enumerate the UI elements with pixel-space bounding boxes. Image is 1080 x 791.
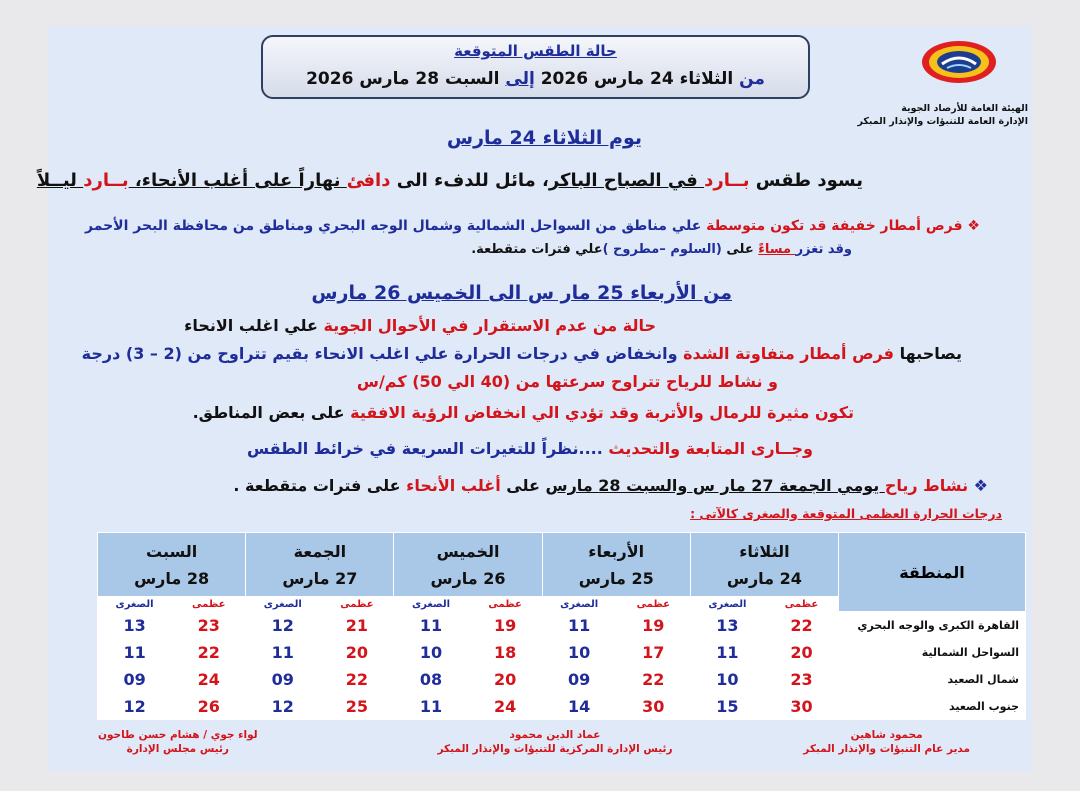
max-label: عظمى: [320, 597, 394, 612]
max-temp-cell: 22: [172, 639, 246, 666]
bulletin-title: حالة الطقس المتوقعة: [454, 42, 617, 60]
min-temp-cell: 13: [98, 612, 172, 639]
max-temp-cell: 18: [468, 639, 542, 666]
max-temp-cell: 17: [616, 639, 690, 666]
max-label: عظمى: [468, 597, 542, 612]
table-row: [98, 693, 1026, 720]
max-label: عظمى: [172, 597, 246, 612]
max-temp-cell: 24: [468, 693, 542, 720]
min-label: الصغرى: [394, 597, 468, 612]
signature: محمود شاهين مدير عام التنبؤات والإنذار المبكر: [803, 729, 970, 755]
temperature-rows: [98, 612, 1026, 720]
day-header: الخميس 26 مارس: [394, 533, 542, 597]
region-cell: القاهرة الكبرى والوجه البحري: [839, 612, 1026, 639]
min-temp-cell: 12: [246, 612, 320, 639]
wind-note: ❖ نشاط رياح يومي الجمعة 27 مار س والسبت 28 مارس على أغلب الأنحاء على فترات متقطعة .: [233, 476, 988, 495]
day-header: السبت 28 مارس: [98, 533, 246, 597]
day1-summary: يسود طقس بــارد في الصباح الباكر، مائل للدفء الى دافئ نهاراً على أغلب الأنحاء، بــارد ليــلاً: [36, 170, 863, 191]
max-label: عظمى: [616, 597, 690, 612]
min-temp-cell: 11: [394, 612, 468, 639]
region-cell: شمال الصعيد: [839, 666, 1026, 693]
day-header: الثلاثاء 24 مارس: [690, 533, 838, 597]
region-cell: السواحل الشمالية: [839, 639, 1026, 666]
max-temp-cell: 26: [172, 693, 246, 720]
max-temp-cell: 30: [616, 693, 690, 720]
max-temp-cell: 23: [172, 612, 246, 639]
day-header: الأربعاء 25 مارس: [542, 533, 690, 597]
day1-heading: يوم الثلاثاء 24 مارس: [446, 127, 642, 149]
min-temp-cell: 10: [542, 639, 616, 666]
min-temp-cell: 15: [690, 693, 764, 720]
follow-up-note: وجــارى المتابعة والتحديث ....نظراً للتغيرات السريعة في خرائط الطقس: [247, 439, 813, 458]
min-temp-cell: 12: [98, 693, 172, 720]
max-temp-cell: 20: [320, 639, 394, 666]
max-temp-cell: 19: [616, 612, 690, 639]
region-cell: جنوب الصعيد: [839, 693, 1026, 720]
max-temp-cell: 20: [764, 639, 838, 666]
day1-rain-line1: ❖ فرص أمطار خفيفة قد تكون متوسطة علي مناطق من السواحل الشمالية وشمال الوجه البحري ومناطق من محافظة البحر الأحمر: [85, 218, 980, 234]
min-temp-cell: 11: [542, 612, 616, 639]
min-temp-cell: 08: [394, 666, 468, 693]
days2-line2: يصاحبها فرص أمطار متفاوتة الشدة وانخفاض في درجات الحرارة علي اغلب الانحاء بقيم تتراوح من (2 – 3) درجة: [81, 344, 962, 363]
min-temp-cell: 09: [246, 666, 320, 693]
max-temp-cell: 21: [320, 612, 394, 639]
table-row: [98, 666, 1026, 693]
max-temp-cell: 22: [320, 666, 394, 693]
max-temp-cell: 23: [764, 666, 838, 693]
min-temp-cell: 09: [98, 666, 172, 693]
min-temp-cell: 11: [690, 639, 764, 666]
bulletin-period: من الثلاثاء 24 مارس 2026 إلى السبت 28 مارس 2026: [306, 69, 765, 89]
max-temp-cell: 20: [468, 666, 542, 693]
min-temp-cell: 09: [542, 666, 616, 693]
org-name: الهيئة العامة للأرصاد الجوية الإدارة العامة للتنبؤات والإنذار المبكر: [857, 103, 1028, 127]
min-temp-cell: 11: [98, 639, 172, 666]
max-temp-cell: 22: [616, 666, 690, 693]
day-header: الجمعة 27 مارس: [246, 533, 394, 597]
ema-logo: [920, 40, 998, 84]
min-temp-cell: 11: [246, 639, 320, 666]
days2-line4: تكون مثيرة للرمال والأتربة وقد تؤدي الي انخفاض الرؤية الافقية على بعض المناطق.: [192, 403, 854, 422]
min-temp-cell: 14: [542, 693, 616, 720]
min-temp-cell: 12: [246, 693, 320, 720]
min-temp-cell: 13: [690, 612, 764, 639]
min-temp-cell: 10: [394, 639, 468, 666]
table-caption: درجات الحرارة العظمى المتوقعة والصغرى كالآتى :: [690, 506, 1002, 521]
min-label: الصغرى: [542, 597, 616, 612]
max-temp-cell: 25: [320, 693, 394, 720]
table-row: [98, 612, 1026, 639]
temperature-table: [97, 532, 1026, 720]
max-temp-cell: 19: [468, 612, 542, 639]
min-temp-cell: 11: [394, 693, 468, 720]
days2-heading: من الأربعاء 25 مار س الى الخميس 26 مارس: [311, 282, 732, 304]
min-label: الصغرى: [246, 597, 320, 612]
max-temp-cell: 22: [764, 612, 838, 639]
region-header: المنطقة: [839, 533, 1026, 612]
max-temp-cell: 24: [172, 666, 246, 693]
max-temp-cell: 30: [764, 693, 838, 720]
signature: عماد الدين محمود رئيس الإدارة المركزية للتنبؤات والإنذار المبكر: [437, 729, 673, 755]
max-label: عظمى: [764, 597, 838, 612]
min-label: الصغرى: [98, 597, 172, 612]
table-row: [98, 639, 1026, 666]
bullet-icon: ❖: [968, 476, 988, 495]
signature: لواء جوي / هشام حسن طاحون رئيس مجلس الإدارة: [98, 729, 258, 755]
bullet-icon: ❖: [962, 218, 980, 234]
min-temp-cell: 10: [690, 666, 764, 693]
min-label: الصغرى: [690, 597, 764, 612]
title-box: [261, 35, 810, 99]
day1-rain-line2: وقد تغزر مساءً على (السلوم –مطروح )علي فترات متقطعة.: [471, 242, 852, 257]
days2-line3: و نشاط للرياح تتراوح سرعتها من (40 الي 50) كم/س: [356, 372, 778, 391]
days2-line1: حالة من عدم الاستقرار في الأحوال الجوية علي اغلب الانحاء: [184, 316, 656, 335]
